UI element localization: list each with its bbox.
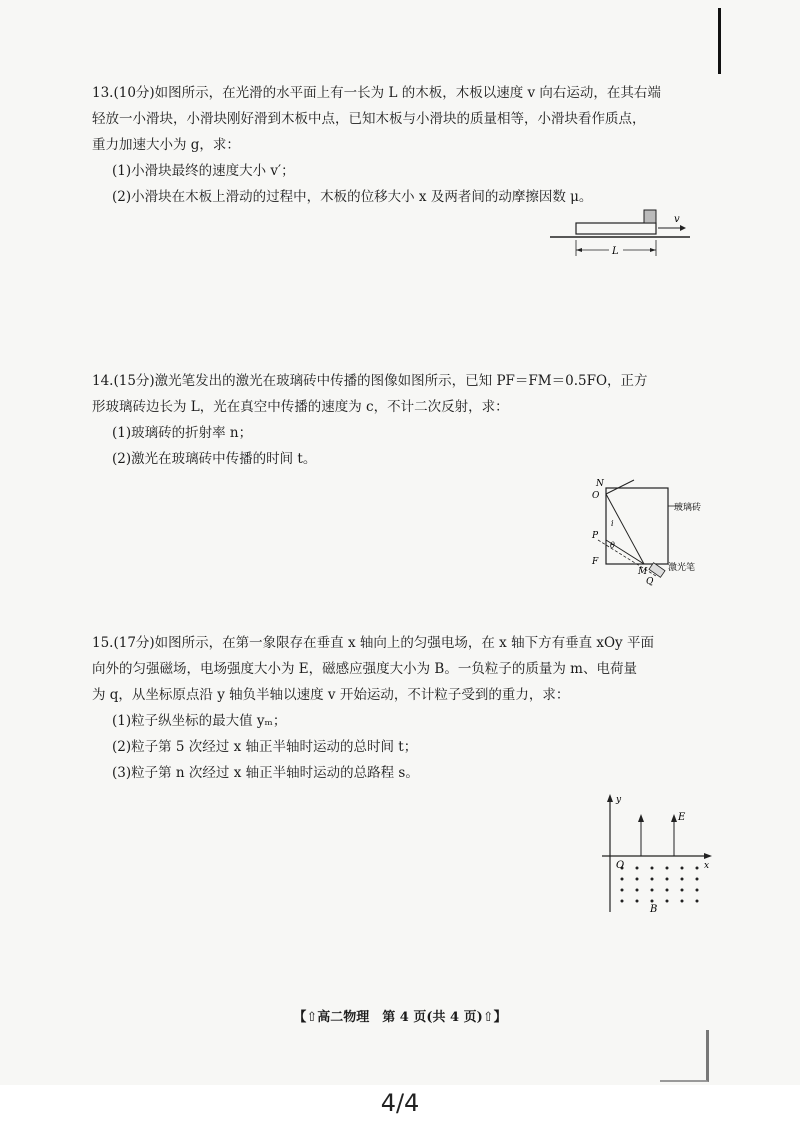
magnetic-field-dot — [681, 878, 684, 881]
label-P: P — [592, 531, 599, 541]
magnetic-field-dot — [681, 867, 684, 870]
q13-part-2: (2)小滑块在木板上滑动的过程中，木板的位移大小 x 及两者间的动摩擦因数 μ。 — [112, 189, 593, 205]
magnetic-field-dot — [681, 900, 684, 903]
q13-part-1: (1)小滑块最终的速度大小 v′； — [112, 163, 295, 179]
label-Q: Q — [646, 577, 654, 586]
q15-part-1: (1)粒子纵坐标的最大值 yₘ； — [112, 713, 287, 729]
q13-text-line-2: 轻放一小滑块，小滑块刚好滑到木板中点，已知木板与小滑块的质量相等，小滑块看作质点， — [92, 111, 646, 127]
magnetic-field-dot — [651, 889, 654, 892]
magnetic-field-dot — [621, 889, 624, 892]
magnetic-field-dot — [696, 878, 699, 881]
q14-text-line-2: 形玻璃砖边长为 L，光在真空中传播的速度为 c，不计二次反射，求： — [92, 399, 509, 415]
q13-figure-board-block — [546, 200, 696, 269]
label-F: F — [592, 557, 599, 567]
q15-part-2: (2)粒子第 5 次经过 x 轴正半轴时运动的总时间 t； — [112, 739, 418, 755]
label-y: y — [616, 795, 622, 805]
q15-text-line-2: 向外的匀强磁场，电场强度大小为 E，磁感应强度大小为 B。一负粒子的质量为 m、电荷量 — [92, 661, 637, 677]
magnetic-field-dot — [621, 900, 624, 903]
q14-part-1: (1)玻璃砖的折射率 n； — [112, 425, 253, 441]
magnetic-field-dot — [636, 867, 639, 870]
label-O: O — [592, 491, 600, 501]
magnetic-field-dot — [666, 889, 669, 892]
q15-text-line-1: 15.(17分)如图所示，在第一象限存在垂直 x 轴向上的匀强电场，在 x 轴下方有垂直 xOy 平面 — [92, 635, 654, 651]
magnetic-field-dot — [666, 867, 669, 870]
q15-part-3: (3)粒子第 n 次经过 x 轴正半轴时运动的总路程 s。 — [112, 765, 419, 781]
label-M: M — [638, 567, 648, 577]
magnetic-field-dot — [666, 900, 669, 903]
label-i: i — [611, 519, 614, 528]
q13-text-line-1: 13.(10分)如图所示，在光滑的水平面上有一长为 L 的木板，木板以速度 v 向右运动，在其右端 — [92, 85, 661, 101]
label-O: O — [616, 860, 625, 871]
laser-pen-shape — [649, 563, 665, 578]
length-label: L — [612, 246, 619, 257]
q15-text-line-3: 为 q，从坐标原点沿 y 轴负半轴以速度 v 开始运动，不计粒子受到的重力，求： — [92, 687, 570, 703]
magnetic-field-dot — [636, 900, 639, 903]
laser-pen-label: 激光笔 — [668, 563, 696, 573]
q14-part-2: (2)激光在玻璃砖中传播的时间 t。 — [112, 451, 317, 467]
q14-text-line-1: 14.(15分)激光笔发出的激光在玻璃砖中传播的图像如图所示，已知 PF＝FM＝0.5FO，正方 — [92, 373, 648, 389]
scan-edge-mark — [718, 8, 721, 74]
label-x: x — [704, 861, 710, 871]
label-B: B — [650, 904, 658, 915]
label-E: E — [678, 812, 686, 823]
page-indicator: 4/4 — [380, 1089, 420, 1117]
question-15 — [92, 630, 712, 786]
magnetic-field-dot — [636, 878, 639, 881]
scan-corner-mark — [660, 1030, 709, 1082]
magnetic-field-dot — [651, 900, 654, 903]
magnetic-field-dot — [651, 878, 654, 881]
board-shape — [576, 223, 656, 234]
magnetic-field-dot — [696, 900, 699, 903]
magnetic-field-dot — [696, 867, 699, 870]
label-theta: θ — [610, 541, 615, 550]
page-footer: 【⇧高二物理 第 4 页(共 4 页)⇧】 — [293, 1010, 507, 1025]
label-N: N — [596, 479, 604, 489]
q14-figure-glass-laser — [586, 476, 716, 590]
magnetic-field-dot — [621, 878, 624, 881]
magnetic-field-dot — [651, 867, 654, 870]
glass-brick-shape — [606, 488, 668, 564]
question-13 — [92, 80, 712, 210]
q15-figure-fields — [596, 792, 716, 921]
magnetic-field-dot — [681, 889, 684, 892]
magnetic-field-dot — [696, 889, 699, 892]
magnetic-field-dot — [636, 889, 639, 892]
glass-brick-label: 玻璃砖 — [674, 503, 702, 513]
question-14 — [92, 368, 712, 472]
q13-text-line-3: 重力加速大小为 g，求： — [92, 137, 240, 153]
slider-block-shape — [644, 210, 656, 223]
magnetic-field-dot — [666, 878, 669, 881]
velocity-label: v — [674, 214, 680, 225]
